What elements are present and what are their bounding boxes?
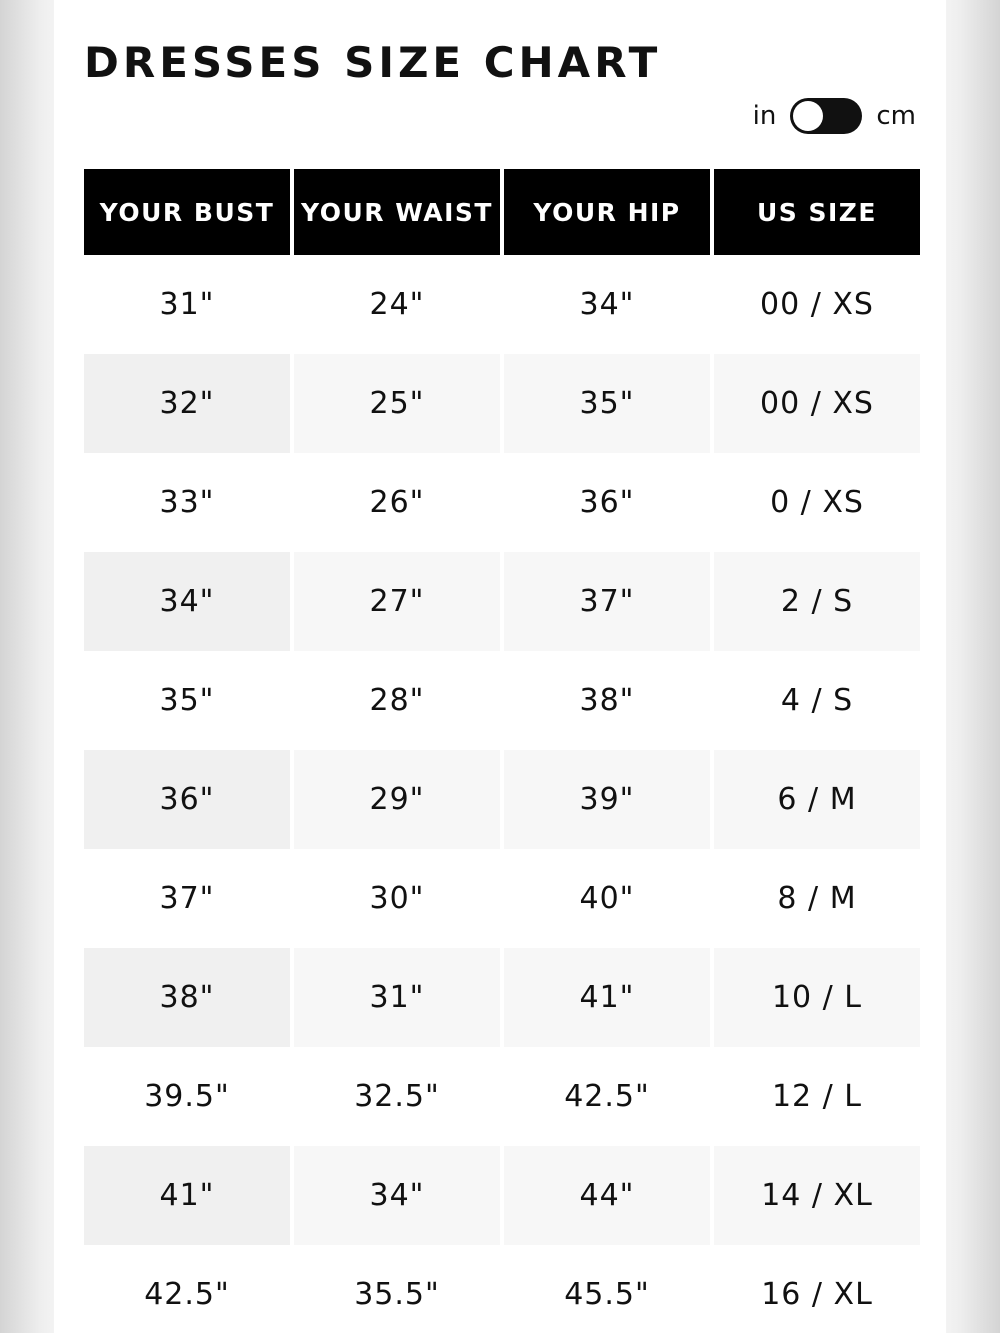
waist-cell: 29" bbox=[294, 750, 500, 849]
header-waist: YOUR WAIST bbox=[294, 169, 500, 255]
unit-label-cm[interactable]: cm bbox=[876, 101, 916, 131]
us-size-cell: 16 / XL bbox=[761, 1277, 873, 1312]
switch-knob bbox=[793, 101, 823, 131]
hip-cell: 38" bbox=[579, 683, 635, 718]
waist-cell: 35.5" bbox=[354, 1277, 440, 1312]
table-row bbox=[84, 354, 920, 453]
waist-cell: 26" bbox=[369, 485, 425, 520]
hip-cell: 36" bbox=[579, 485, 635, 520]
us-size-cell: 6 / M bbox=[714, 750, 920, 849]
header-bust: YOUR BUST bbox=[84, 169, 290, 255]
us-size-cell: 0 / XS bbox=[770, 485, 864, 520]
hip-cell: 34" bbox=[579, 287, 635, 322]
us-size-cell: 12 / L bbox=[771, 1079, 863, 1114]
waist-cell: 25" bbox=[294, 354, 500, 453]
bust-cell: 31" bbox=[159, 287, 215, 322]
waist-cell: 30" bbox=[369, 881, 425, 916]
table-row bbox=[84, 849, 920, 948]
hip-cell: 40" bbox=[579, 881, 635, 916]
table-row bbox=[84, 948, 920, 1047]
hip-cell: 39" bbox=[504, 750, 710, 849]
hip-cell: 35" bbox=[504, 354, 710, 453]
bust-cell: 34" bbox=[84, 552, 290, 651]
waist-cell: 27" bbox=[294, 552, 500, 651]
bust-cell: 33" bbox=[159, 485, 215, 520]
us-size-cell: 4 / S bbox=[780, 683, 854, 718]
bust-cell: 36" bbox=[84, 750, 290, 849]
hip-cell: 41" bbox=[504, 948, 710, 1047]
us-size-cell: 8 / M bbox=[777, 881, 857, 916]
bust-cell: 38" bbox=[84, 948, 290, 1047]
size-table bbox=[80, 169, 924, 1333]
hip-cell: 44" bbox=[504, 1146, 710, 1245]
waist-cell: 34" bbox=[294, 1146, 500, 1245]
bust-cell: 37" bbox=[159, 881, 215, 916]
waist-cell: 32.5" bbox=[354, 1079, 440, 1114]
unit-toggle bbox=[753, 98, 916, 134]
table-row bbox=[84, 453, 920, 552]
us-size-cell: 2 / S bbox=[714, 552, 920, 651]
table-row bbox=[84, 1245, 920, 1333]
table-row bbox=[84, 1047, 920, 1146]
hip-cell: 42.5" bbox=[564, 1079, 650, 1114]
table-row bbox=[84, 255, 920, 354]
table-row bbox=[84, 651, 920, 750]
header-hip: YOUR HIP bbox=[504, 169, 710, 255]
page-title: DRESSES SIZE CHART bbox=[84, 38, 662, 87]
us-size-cell: 14 / XL bbox=[714, 1146, 920, 1245]
bust-cell: 39.5" bbox=[144, 1079, 230, 1114]
header-us-size: US SIZE bbox=[714, 169, 920, 255]
bust-cell: 32" bbox=[84, 354, 290, 453]
us-size-cell: 00 / XS bbox=[760, 287, 874, 322]
table-row bbox=[84, 750, 920, 849]
hip-cell: 45.5" bbox=[564, 1277, 650, 1312]
table-header-row bbox=[84, 169, 920, 255]
waist-cell: 31" bbox=[294, 948, 500, 1047]
bust-cell: 42.5" bbox=[144, 1277, 230, 1312]
us-size-cell: 00 / XS bbox=[714, 354, 920, 453]
table-row bbox=[84, 552, 920, 651]
waist-cell: 28" bbox=[369, 683, 425, 718]
waist-cell: 24" bbox=[369, 287, 425, 322]
hip-cell: 37" bbox=[504, 552, 710, 651]
size-chart-panel bbox=[54, 0, 946, 1333]
bust-cell: 35" bbox=[159, 683, 215, 718]
table-row bbox=[84, 1146, 920, 1245]
us-size-cell: 10 / L bbox=[714, 948, 920, 1047]
bust-cell: 41" bbox=[84, 1146, 290, 1245]
unit-label-in[interactable]: in bbox=[752, 101, 777, 131]
unit-switch[interactable] bbox=[790, 98, 862, 134]
